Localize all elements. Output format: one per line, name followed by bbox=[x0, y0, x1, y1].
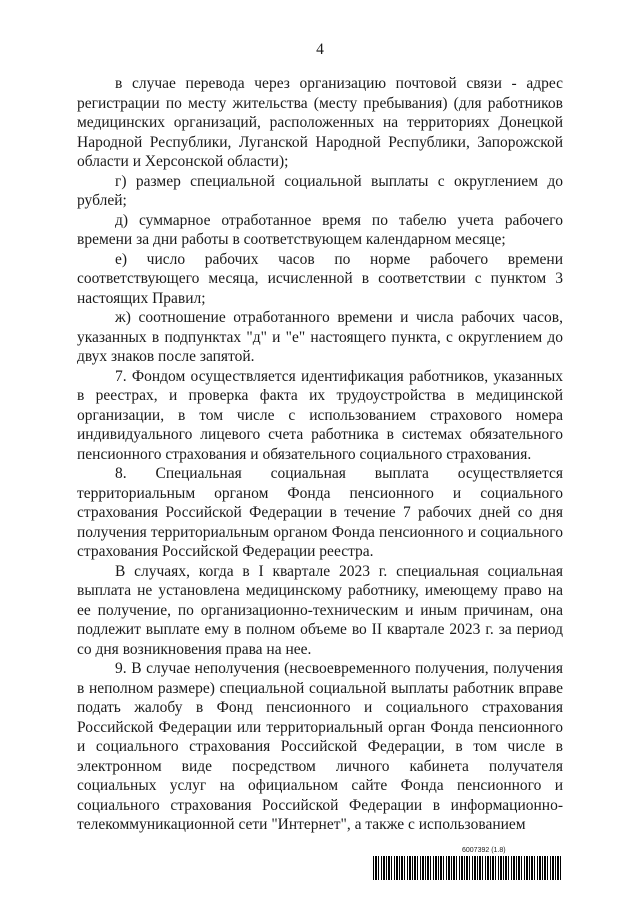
document-code: 6007392 (1.8) bbox=[462, 847, 506, 854]
paragraph-clause-7: 7. Фондом осуществляется идентификация работников, указанных в реестрах, и проверка факта их трудоустройства в медицинской организации, в том числе с использованием страхового номера индивидуального лицевого счета работника в системах обязательного пенсионного страхования и обязательного социального страхования. bbox=[77, 367, 563, 463]
paragraph-clause-8: 8. Специальная социальная выплата осуществляется территориальным органом Фонда пенсионного и социального страхования Российской Федерации в течение 7 рабочих дней со дня получения территориальным органом Фонда пенсионного и социального страхования Российской Федерации реестра. bbox=[77, 465, 563, 560]
paragraph-item-e: е) число рабочих часов по норме рабочего времени соответствующего месяца, исчисленной в соответствии с пунктом 3 настоящих Правил; bbox=[77, 250, 563, 307]
barcode bbox=[373, 856, 563, 880]
paragraph-item-zh: ж) соотношение отработанного времени и числа рабочих часов, указанных в подпунктах "д" и "е" настоящего пункта, с округлением до двух знаков после запятой. bbox=[77, 309, 563, 365]
paragraph-item-g: г) размер специальной социальной выплаты с округлением до рублей; bbox=[77, 172, 563, 209]
paragraph-clause-8-cases: В случаях, когда в I квартале 2023 г. специальная социальная выплата не установлена медицинскому работнику, имеющему право на ее получение, по организационно-техническим и иным причинам, она подлежит выплате ему в полном объеме во II квартале 2023 г. за период со дня возникновения права на нее. bbox=[77, 562, 563, 658]
document-body bbox=[77, 74, 563, 835]
paragraph-item-d: д) суммарное отработанное время по табелю учета рабочего времени за дни работы в соответствующем календарном месяце; bbox=[77, 211, 563, 248]
paragraph-clause-9: 9. В случае неполучения (несвоевременного получения, получения в неполном размере) специальной социальной выплаты работник вправе подать жалобу в Фонд пенсионного и социального страхования Российской Федерации или территориальный орган Фонда пенсионного и социального страхования Российской Федерации, в том числе в электронном виде посредством личного кабинета получателя социальных услуг на официальном сайте Фонда пенсионного и социального страхования Российской Федерации в информационно-телекоммуникационной сети "Интернет", а также с использованием bbox=[77, 660, 563, 833]
paragraph-postal-address: в случае перевода через организацию почтовой связи - адрес регистрации по месту жительства (месту пребывания) (для работников медицинских организаций, расположенных на территориях Донецкой Народной Республики, Луганской Народной Республики, Запорожской области и Херсонской области); bbox=[77, 75, 563, 170]
page-number: 4 bbox=[316, 41, 324, 58]
